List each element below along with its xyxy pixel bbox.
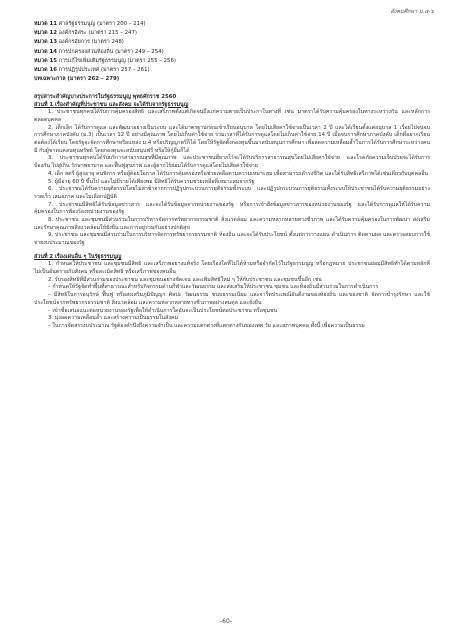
part2-item: – เข้าชื่อเสนอแนะต่อหน่วยงานของรัฐเพื่อให้ดำเนินการใดอันจะเป็นประโยชน์ต่อประชาชน หรือชุมชน — [48, 307, 278, 314]
section-line: หมวด 13 องค์กรอัยการ (มาตรา 248) — [34, 39, 124, 46]
part2-item: – มีสิทธิในการอนุรักษ์ ฟื้นฟู หรือส่งเสริมภูมิปัญญา ศิลปะ วัฒนธรรม ขนบธรรมเนียม และจารีตประเพณีอันดีงามของท้องถิ่น และของชาติ จัดการบำรุงรักษา และใช้ประโยชน์จากทรัพยากรธรรมชาติ สิ่งแวดล้อม และความหลากหลายทางชีวภาพอย่างสมดุล และยั่งยืน — [34, 292, 430, 306]
part1-item: 4. เด็ก สตรี ผู้สูงอายุ คนพิการ หรือผู้ด้อยโอกาส ได้รับการคุ้มครองหรือช่วยเหลือตามความเหมาะสม เพื่อสามารถดำรงชีวิต และได้รับสิทธิเสรีภาพได้เช่นเดียวกับบุคคลอื่น — [48, 170, 429, 177]
part1-item: 9. ประชาชน และชุมชนมีส่วนร่วมในการบริหารจัดการทรัพยากรธรรมชาติ ห้องถิ่น และจะได้รับประโยชน์ ตั้งแต่การวางแผน ดำเนินการ ติดตามผล และตรวจสอบการใช้จ่ายงบประมาณของรัฐ — [34, 232, 430, 247]
part1-title: ส่วนที่ 1 เรื่องสำคัญที่ประชาชน และสังคม จะได้รับจากรัฐธรรมนูญ — [34, 101, 189, 108]
part1-item: 3. ประชาชนทุกคนได้รับบริการสาธารณสุขที่มีคุณภาพ และประชาชนที่ยากไร้จะได้รับบริการสาธารณสุขโดยไม่เสียค่าใช้จ่าย และโรคภัยความเจ็บป่วยจะได้รับการป้องกัน ไปสู่เกิน รักษาพยาบาล และฟื้นฟูสุขภาพ และผู้ยากไร้ย่อมได้รับการดูแลโดยไม่เสียค่าใช้จ่าย — [34, 155, 430, 170]
section-line: หมวด 12 องค์กรอิสระ (มาตรา 215 – 247) — [34, 30, 138, 37]
part2-item: – ในการจัดสรรงบประมาณ รัฐต้องคำนึงถึงความจำเป็น และความแตกต่างที่แตกต่างกันของเพศ วัย และสภาพบุคคล ทั้งนี้ เพื่อความเป็นธรรม — [48, 322, 365, 329]
part2-item: 3. มุ่งลดความเหลื่อมล้ำ และสร้างความเป็นธรรมในสังคม — [48, 315, 179, 322]
section-line: หมวด 11 ศาลรัฐธรรมนูญ (มาตรา 200 – 214) — [34, 21, 146, 27]
page-header: สังคมศึกษา ม.๔-๖ — [390, 9, 434, 15]
section-line: หมวด 14 การปกครองส่วนท้องถิ่น (มาตรา 249 – 254) — [34, 48, 164, 55]
part1-item: 7. ประชาชนมีสิทธิได้รับข้อมูลข่าวสาร และจะได้รับข้อมูลจากหน่วยงานของรัฐ หรือการเข้าถึงข้อมูลข่าวสารของหน่วยงานของรัฐ และได้รับการดูแลให้ได้รับความคุ้มครองในการฟ้องร้องหน่วยงานของรัฐ — [34, 201, 430, 216]
page-number: -60- — [220, 618, 232, 625]
transitional-provisions: บทเฉพาะกาล (มาตรา 262 – 279) — [34, 76, 120, 83]
content — [34, 20, 430, 331]
part2-item: 1. กำหนดให้ประชาชน และชุมชนมีสิทธิ และเสรีภาพอย่างแท้จริง โดยเรื่องใดที่ไม่ได้ห้ามหรือจำกัดไว้ในรัฐธรรมนูญ หรือกฎหมาย ประชาชนย่อมมีสิทธิทำได้ตามหลักที่ไม่เป็นอันตรายกับสังคม หรือละเมิดสิทธิ หรือเสรีภาพของคนอื่น — [34, 261, 430, 275]
part2-item: – กำหนดให้รัฐจัดทำพื้นที่สาธารณะสำหรับกิจกรรมด้านกีฬาและวัฒนธรรม และส่งเสริมให้ประชาชน ชุมชน และท้องถิ่นมีส่วนร่วมในการดำเนินการ — [48, 284, 379, 291]
section-list — [34, 20, 430, 84]
section-line: หมวด 16 การปฏิรูปประเทศ (มาตรา 257 – 261) — [34, 67, 150, 74]
part1-item: 6. ประชาชนได้รับความยุติธรรมโดยไม่ล่าช้าจากการปฏิรูปกระบวนการยุติธรรมทั้งระบบ และปฏิรูปกระบวนการยุติธรรมทั้งระบบให้ประชาชนได้รับความยุติธรรมอย่างรวดเร็ว เสมอภาค และไม่เลือกปฏิบัติ — [34, 186, 430, 200]
part1-item: 5. ผู้มีอายุ 60 ปี ขึ้นไป และไม่มีรายได้เพียงพอ มีสิทธิได้รับความช่วยเหลือที่เหมาะสมจากรัฐ — [48, 178, 255, 185]
section-line: หมวด 15 การแก้ไขเพิ่มเติมรัฐธรรมนูญ (มาตรา 255 – 256) — [34, 57, 177, 64]
part1-item: 1. ประชาชนทุกคนได้รับการคุ้มครองสิทธิ และเสรีภาพตั้งแต่เกิดจนถึงแก่ความตายเป็นประกาในทางที่ เช่น มาตราได้รับความคุ้มครองในทางระหว่างกัน และหลักการตลอดบุคคล — [34, 109, 430, 123]
part1-item: 8. ประชาชน และชุมชนมีส่วนร่วมในการบริหารจัดการทรัพยากรธรรมชาติ สิ่งแวดล้อม และความหลากหลายทางชีวภาพ และได้รับความคุ้มครองในการพัฒนา ส่งเสริม และรักษาคุณภาพสิ่งแวดล้อมให้ยั่งยืน และการอยู่ร่วมกันอย่างปกติสุข — [34, 217, 430, 231]
part2-title: ส่วนที่ 2 เรื่องเด่นอื่น ๆ ในรัฐธรรมนูญ — [34, 253, 122, 260]
part2-item: 2. รับรองสิทธิที่มีส่วนร่วมของประชาชน และชุมชนอย่างชัดเจน และเพิ่มสิทธิใหม่ ๆ ให้กับประชาชน และชุมชนขึ้นอีก เช่น — [48, 276, 322, 283]
summary-title: สรุปสาระสำคัญบางประการในรัฐธรรมนูญ พุทธศักราช 2560 — [34, 94, 177, 101]
part1-item: 2. เด็กเล็ก ได้รับการดูแล และพัฒนาอย่างเป็นระบบ และได้มาตรฐานก่อนเข้าเรียนอนุบาล โดยไม่เสียค่าใช้จ่ายเป็นเวลา 2 ปี และได้เรียนตั้งแต่อนุบาล 1 เรื่อยไปจนจบการศึกษาภาคบังคับ (ม.3) เป็นเวลา 12 ปี อย่างมีคุณภาพ โดยไม่เก็บค่าใช้จ่าย รวมเวลาที่ได้รับการดูแลโดยไม่เก็บค่าใช้จ่าย 14 ปี เมื่อจบการศึกษาภาคบังคับ เด็กที่อยากเรียนต่อต้องได้เรียน โดยรัฐจะจัดการศึกษาหรือแหล่ง ม.4 หรือปริญญาตรีก็ได้ โดยให้รัฐจัดตั้งกองทุนขึ้นมาสนับสนุนการศึกษา เพื่อลดความเหลื่อมล้ำในการได้รับการศึกษาระหว่างคนมี กับผู้ขาดแคลนทุนทรัพย์ โดยกองทุนจะสนับสนุนฟรี หรือให้กู้ยืมก็ได้ — [34, 124, 430, 154]
